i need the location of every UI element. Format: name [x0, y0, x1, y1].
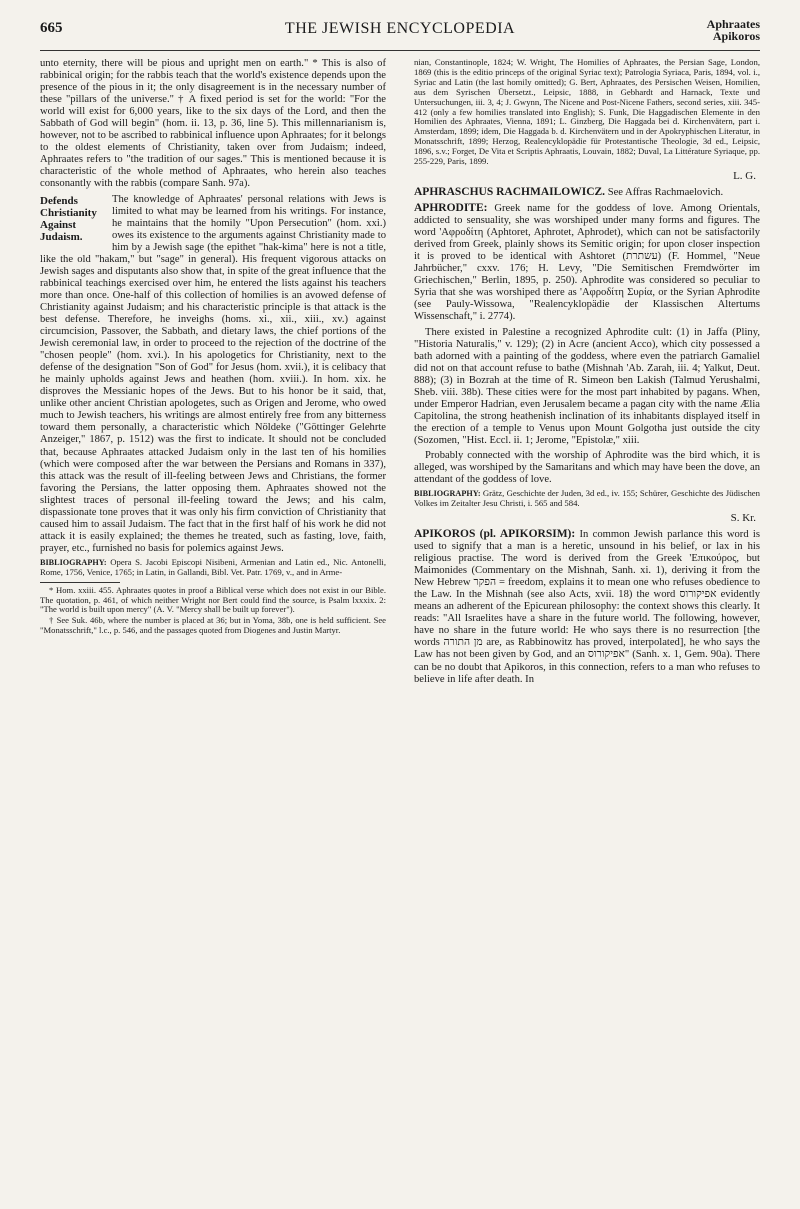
bibliography-text: Opera S. Jacobi Episcopi Nisibeni, Armenian and Latin ed., Nic. Antonelli, Rome, 1756, Venice, 1765; in Latin, in Gallandi, Bibl. Vet. Patr. 1769, v., and in Arme-	[40, 556, 387, 577]
guide-word-bottom: Apikoros	[712, 29, 760, 43]
entry-text: Greek name for the goddess of love. Among Orientals, addicted to sensuality, she was worshiped under many forms and figures. The word 'Αφροδίτη (Aphtoret, Aphrotet, Aphrodet), which can not be satisfactorily derived from Greek, plainly shows its Semitic origin; for upon closer inspection it is proved to be identical with Ashtoret (עשתרת) (F. Hommel, "Neue Jahrbücher," cxxv. 176; H. Levy, "Die Semitischen Fremdwörter im Griechischen," Berlin, 1895, p. 250). Aphrodite was considered so peculiar to Syria that she was worshiped there as 'Αφροδίτη Συρία, or the Syrian Aphrodite (see Pauly-Wissowa, "Realencyklopädie der Klassischen Altertums Wissenschaft," i. 2774).	[414, 203, 760, 323]
footnote-rule	[40, 582, 120, 583]
running-title: THE JEWISH ENCYCLOPEDIA	[284, 20, 516, 37]
entry-title: APIKOROS	[414, 528, 476, 540]
entry-text: In common Jewish parlance this word is used to signify that a man is a heretic, unsound in his belief, or lax in his religious practise. The word is derived from the Greek 'Επικούρος, but Maimonides (Commentary on the Mishnah, Sanh. xi. 1), deriving it from the New Hebrew הפקר = freedom, explains it to mean one who refuses obedience to the Law. In the Mishnah (see also Acts, xvii. 18) the word אפיקורוס evidently means an adherent of the Epicurean philosophy: the context shows this clearly. It reads: "All Israelites have a share in the future world. The following, however, have no share in the future world: He who says there is no resurrection [the words מן התורה are, as Rabbinowitz has proved, interpolated], he who says the Law has not been given by God, and an אפיקורוס" (Sanh. x. 1, Gem. 90a). There can be no doubt that Apikoros, in this connection, refers to a man who refuses to believe in life after death. In	[414, 529, 760, 685]
paragraph: The knowledge of Aphraates' personal relations with Jews is limited to what may be learned from his writings. For instance, he maintains that the homily "Upon Persecution" (hom. xxi.) owes its existence to the arguments against Christianity made to him by a Jewish sage (the epithet "hak-kima" here is not a title, like the old "hakam," but "sage" in general). His frequent vigorous attacks on Jewish sages and disputants also show that, in spite of the great influence that the rabbinical teachings exercised over him, he entered the lists against his teachers more than once. One-half of this collection of homilies is an avowed defense of Christianity against Judaism; and his characteristic principle is that attack is the best defense. Therefore, he inveighs (homs. xi., xii., xiii., xv.) against circumcision, Passover, the Sabbath, and dietary laws, the chief portions of the Jewish ceremonial law, in order to proceed to the rejection of the doctrine of the "chosen people" (hom. xvi.). In his apologetics for Christianity, next to the defense of the designation "Son of God" for Jesus (hom. xvii.), it is celibacy that he mainly upholds against Jews and heathen (hom. xviii.). In hom. xix. he disproves the Messianic hopes of the Jews. But to his honor be it said, that, unlike other ancient Christian apologetes, such as Origen and Jerome, who owed much to Jewish teachers, his writings are almost entirely free from any bitterness toward them personally, a characteristic which Nöldeke ("Göttinger Gelehrte Anzeiger," 1867, p. 1512) was the first to indicate. It should not be concluded that, because Aphraates attacked Judaism only in the last ten of his homilies (which were composed after the war between the Persians and Romans in 337), this attack was the result of ill-feeling between Jews and Christians, the former favoring the Persians, the latter opposing them. Aphraates showed not the slightest traces of personal ill-feeling toward the Jews; and his calm, dispassionate tone proves that it was only his firm conviction of Christianity that caused him to assail Judaism. The fact that in the first half of his work he did not attack it is easily explained; the themes he treated, such as fasting, love, faith, prayer, etc., furnished no basis for polemics against Jews.	[40, 193, 386, 554]
bibliography	[414, 489, 760, 509]
right-column	[414, 58, 760, 689]
author-signature: L. G.	[733, 169, 756, 182]
bibliography-label: BIBLIOGRAPHY:	[414, 489, 481, 499]
bibliography	[40, 558, 386, 578]
author-signature: S. Kr.	[730, 511, 756, 524]
entry-title: APHRODITE:	[414, 202, 488, 215]
entry-title: APHRASCHUS RACHMAILOWICZ.	[414, 186, 606, 199]
bibliography-text: Grätz, Geschichte der Juden, 3d ed., iv. 155; Schürer, Geschichte des Jüdischen Volkes im Zeitalter Jesu Christi, i. 565 and 584.	[414, 488, 760, 509]
entry-aphrodite	[414, 202, 760, 323]
guide-word-top: Aphraates	[706, 17, 760, 31]
paragraph: unto eternity, there will be pious and upright men on earth." * This is also of rabbinical origin; for the rabbis teach that the world's existence depends upon the presence of the pious in it; the only disagreement is in the necessary number of these "pillars of the universe." † A fixed period is set for the world: "For the world will exist for 6,000 years, like to the six days of the Lord, and then the Sabbath of God will begin" (hom. ii. 13, p. 36, line 5). This millennarianism is, however, not to be ascribed to rabbinical influence upon Aphraates; for it belongs to the oldest elements of Christianity, taken over from Judaism; indeed, Aphraates refers to "the tradition of our sages." This is mentioned because it is characteristic of the whole method of Aphraates, who herein also teaches consonantly with the rabbis (compare Sanh. 97a).	[40, 58, 386, 190]
header-rule	[40, 50, 760, 51]
footnote: † See Suk. 46b, where the number is placed at 36; but in Yoma, 38b, one is held sufficient. See "Monatsschrift," l.c., p. 546, and the passages quoted from Diogenes and Justin Martyr.	[40, 615, 386, 635]
paragraph: Probably connected with the worship of Aphrodite was the bird which, it is alleged, was worshiped by the Samaritans and which may have been the dove, an attendant of the goddess of love.	[414, 450, 760, 486]
paragraph: There existed in Palestine a recognized Aphrodite cult: (1) in Jaffa (Pliny, "Historia Naturalis," v. 129); (2) in Acre (ancient Acco), which city possessed a bath adorned with a painting of the goddess, where even the patriarch Gamaliel did not on that account refuse to bathe (Mishnah 'Ab. Zarah, iii. 4; Yalkut, Deut. 888); (3) in Bozrah at the time of R. Simeon ben Lakish (Talmud Yerushalmi, Sheb. viii. 38b). These cities were for the most part inhabited by pagans. When, under Emperor Hadrian, even Jerusalem became a pagan city with the name Ælia Capitolina, the strong heathenish inclination of its inhabitants displayed itself in the erection of a temple to Venus upon Mount Golgotha just outside the city (Sozomen, "Hist. Eccl. ii. 1; Jerome, "Epistolæ," xiii.	[414, 326, 760, 446]
page-header	[40, 18, 760, 46]
bibliography-continued: nian, Constantinople, 1824; W. Wright, The Homilies of Aphraates, the Persian Sage, London, 1869 (this is the editio princeps of the original Syriac text); Patrologia Syriaca, Paris, 1894, vol. i., Syriac and Latin (the last homily omitted); G. Bert, Aphraates, des Persischen Weisen, Homilien, aus dem Syrischen Übersetzt., Leipsic, 1888, in Gebhardt and Harnack, Texte und Untersuchungen, iii. 3, 4; J. Gwynn, The Nicene and Post-Nicene Fathers, second series, xiii. 345-412 (only a few homilies translated into English); S. Funk, Die Haggadischen Elemente in den Homilien des Aphraates, Vienna, 1891; L. Ginzberg, Die Haggada bei d. Kirchenvätern, part i. Amsterdam, 1899; idem, Die Haggada b. d. Kirchenvätern und in der Apokryphischen Literatur, in Monatsschrift, 1899; Herzog, Realencyklopädie für Protestantische Theologie, 3d ed., Leipsic, 1896, s.v.; Forget, De Vita et Scriptis Aphraatis, Louvain, 1882; Duval, La Littérature Syriaque, pp. 255-229, Paris, 1899.	[414, 57, 760, 167]
entry-aphraschus	[414, 186, 760, 199]
entry-apikoros	[414, 528, 760, 686]
left-column	[40, 58, 386, 637]
bibliography-label: BIBLIOGRAPHY:	[40, 557, 107, 567]
side-note: Defends Christianity Against Judaism.	[40, 194, 97, 243]
entry-text: See Affras Rachmaelovich.	[607, 187, 724, 199]
guide-words	[707, 18, 760, 42]
footnote: * Hom. xxiii. 455. Aphraates quotes in proof a Biblical verse which does not exist in our Bible. The quotation, p. 461, of which neither Wright nor Bert could find the source, is Psalm lxxxix. 2: "The world is built upon mercy" (A. V. "Mercy shall be built up forever").	[40, 584, 386, 615]
page-number: 665	[40, 20, 63, 36]
entry-plural: (pl. APIKORSIM):	[479, 528, 576, 540]
